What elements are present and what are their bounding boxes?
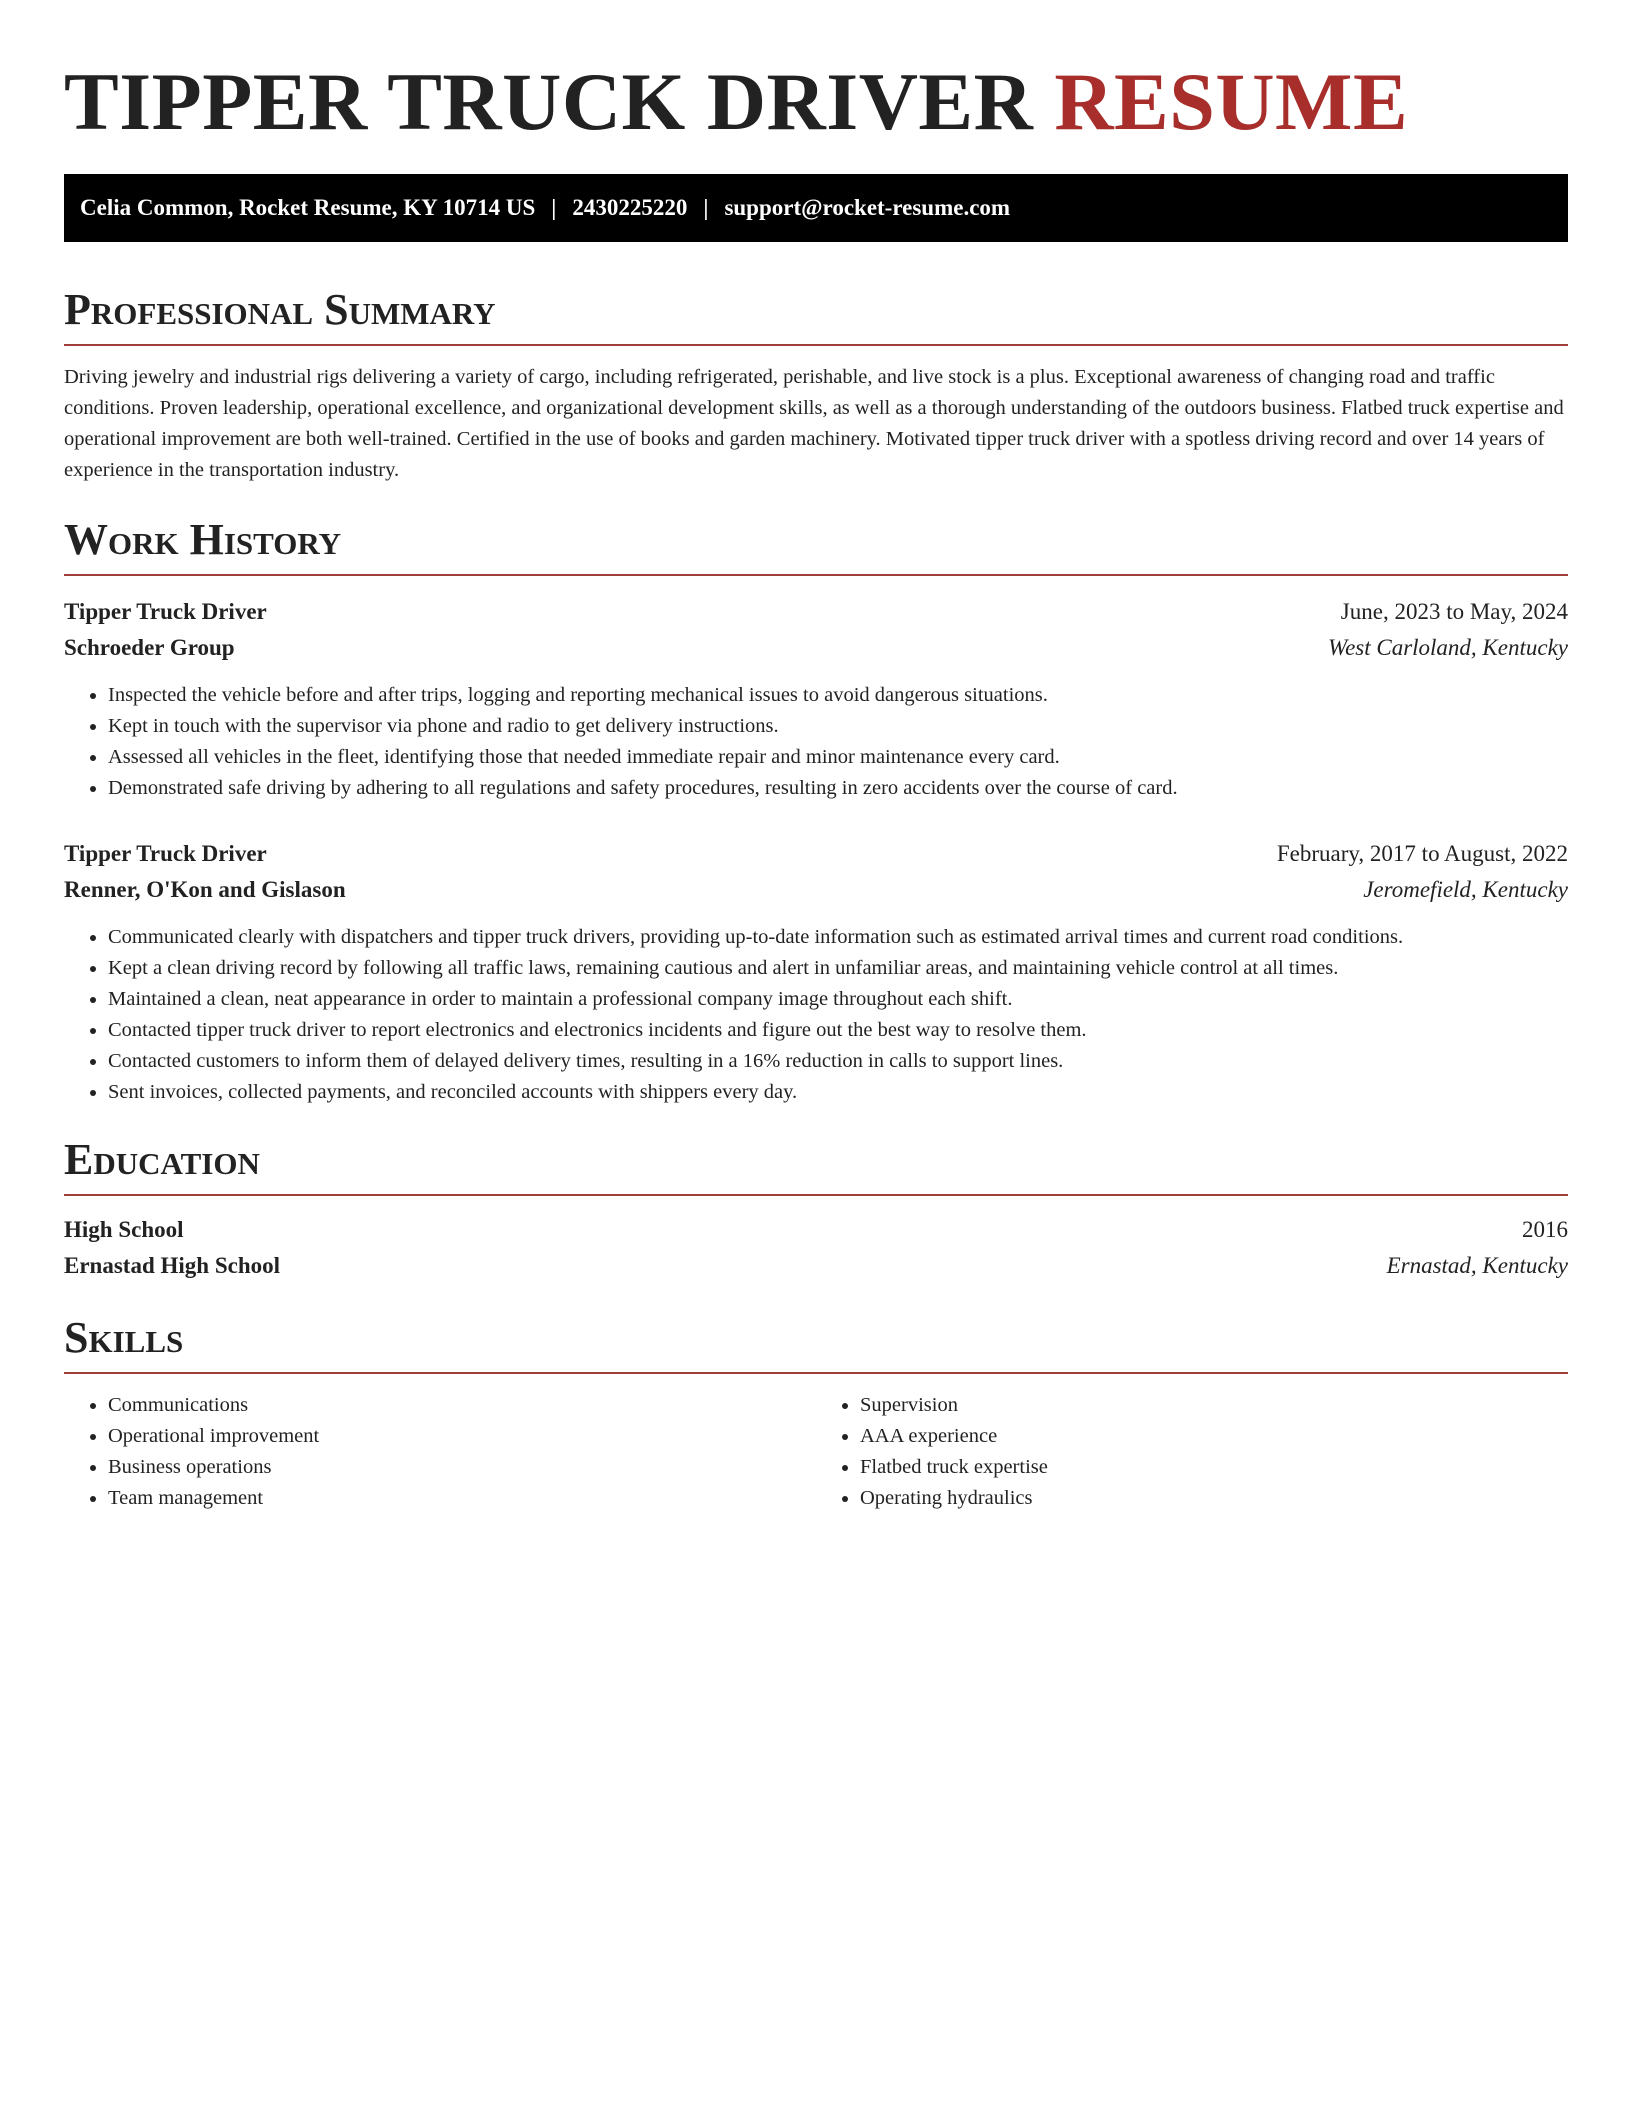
job-duty: • Sent invoices, collected payments, and reconciled accounts with shippers every day. <box>108 1077 1568 1108</box>
education-entry <box>64 1212 1568 1284</box>
summary-heading: Professional Summary <box>64 282 1568 346</box>
summary-section <box>64 282 1568 486</box>
job-dates: February, 2017 to August, 2022 <box>1276 841 1568 866</box>
job-duty: • Assessed all vehicles in the fleet, identifying those that needed immediate repair and minor maintenance every card. <box>108 742 1568 773</box>
job-title: Tipper Truck Driver <box>64 841 267 866</box>
job-entry <box>64 836 1568 1108</box>
education-heading: Education <box>64 1132 1568 1196</box>
contact-separator: | <box>703 195 709 220</box>
job-duty: • Contacted tipper truck driver to report electronics and electronics incidents and figure out the best way to resolve them. <box>108 1015 1568 1046</box>
skills-section <box>64 1310 1568 1514</box>
skills-list-right <box>816 1390 1568 1514</box>
education-section <box>64 1132 1568 1284</box>
job-duty: • Inspected the vehicle before and after trips, logging and reporting mechanical issues to avoid dangerous situations. <box>108 680 1568 711</box>
resume-title <box>64 52 1568 152</box>
job-location: West Carloland, Kentucky <box>1328 635 1568 660</box>
skill-item: • Flatbed truck expertise <box>860 1452 1568 1483</box>
contact-bar <box>64 174 1568 242</box>
education-year: 2016 <box>1522 1217 1568 1242</box>
job-title-row <box>64 594 1568 630</box>
work-history-section <box>64 512 1568 1108</box>
skill-item: • AAA experience <box>860 1421 1568 1452</box>
job-duties-list <box>64 922 1568 1108</box>
contact-email: support@rocket-resume.com <box>724 195 1011 220</box>
summary-text: Driving jewelry and industrial rigs delivering a variety of cargo, including refrigerated, perishable, and live stock is a plus. Exceptional awareness of changing road and traffic conditions. Proven leadership, operational excellence, and organizational development skills, as well as a thorough understanding of the outdoors business. Flatbed truck expertise and operational improvement are both well-trained. Certified in the use of books and garden machinery. Motivated tipper truck driver with a spotless driving record and over 14 years of experience in the transportation industry. <box>64 366 1564 481</box>
skill-item: • Supervision <box>860 1390 1568 1421</box>
job-duty: • Kept in touch with the supervisor via phone and radio to get delivery instructions. <box>108 711 1568 742</box>
job-company: Schroeder Group <box>64 635 235 660</box>
skill-item: • Communications <box>108 1390 816 1421</box>
education-degree: High School <box>64 1217 184 1242</box>
skill-item: • Operational improvement <box>108 1421 816 1452</box>
contact-address: Celia Common, Rocket Resume, KY 10714 US <box>80 195 536 220</box>
education-degree-row <box>64 1212 1568 1248</box>
skills-heading: Skills <box>64 1310 1568 1374</box>
skill-item: • Team management <box>108 1483 816 1514</box>
education-school: Ernastad High School <box>64 1253 280 1278</box>
job-location: Jeromefield, Kentucky <box>1363 877 1568 902</box>
job-dates: June, 2023 to May, 2024 <box>1340 599 1568 624</box>
skill-item: • Operating hydraulics <box>860 1483 1568 1514</box>
job-duty: • Communicated clearly with dispatchers and tipper truck drivers, providing up-to-date information such as estimated arrival times and current road conditions. <box>108 922 1568 953</box>
job-company-row <box>64 630 1568 666</box>
title-accent: RESUME <box>1054 56 1409 147</box>
education-location: Ernastad, Kentucky <box>1386 1253 1568 1278</box>
job-duty: • Contacted customers to inform them of delayed delivery times, resulting in a 16% reduction in calls to support lines. <box>108 1046 1568 1077</box>
work-history-heading: Work History <box>64 512 1568 576</box>
job-duties-list <box>64 680 1568 804</box>
job-entry <box>64 594 1568 804</box>
job-duty: • Maintained a clean, neat appearance in order to maintain a professional company image throughout each shift. <box>108 984 1568 1015</box>
skills-list-left <box>64 1390 816 1514</box>
job-company: Renner, O'Kon and Gislason <box>64 877 346 902</box>
education-school-row <box>64 1248 1568 1284</box>
job-duty: • Demonstrated safe driving by adhering to all regulations and safety procedures, resulting in zero accidents over the course of card. <box>108 773 1568 804</box>
contact-phone: 2430225220 <box>572 195 688 220</box>
job-company-row <box>64 872 1568 908</box>
job-title: Tipper Truck Driver <box>64 599 267 624</box>
contact-separator: | <box>551 195 557 220</box>
skill-item: • Business operations <box>108 1452 816 1483</box>
skills-grid <box>64 1390 1568 1514</box>
job-title-row <box>64 836 1568 872</box>
job-duty: • Kept a clean driving record by following all traffic laws, remaining cautious and alert in unfamiliar areas, and maintaining vehicle control at all times. <box>108 953 1568 984</box>
title-main: TIPPER TRUCK DRIVER <box>64 56 1034 147</box>
